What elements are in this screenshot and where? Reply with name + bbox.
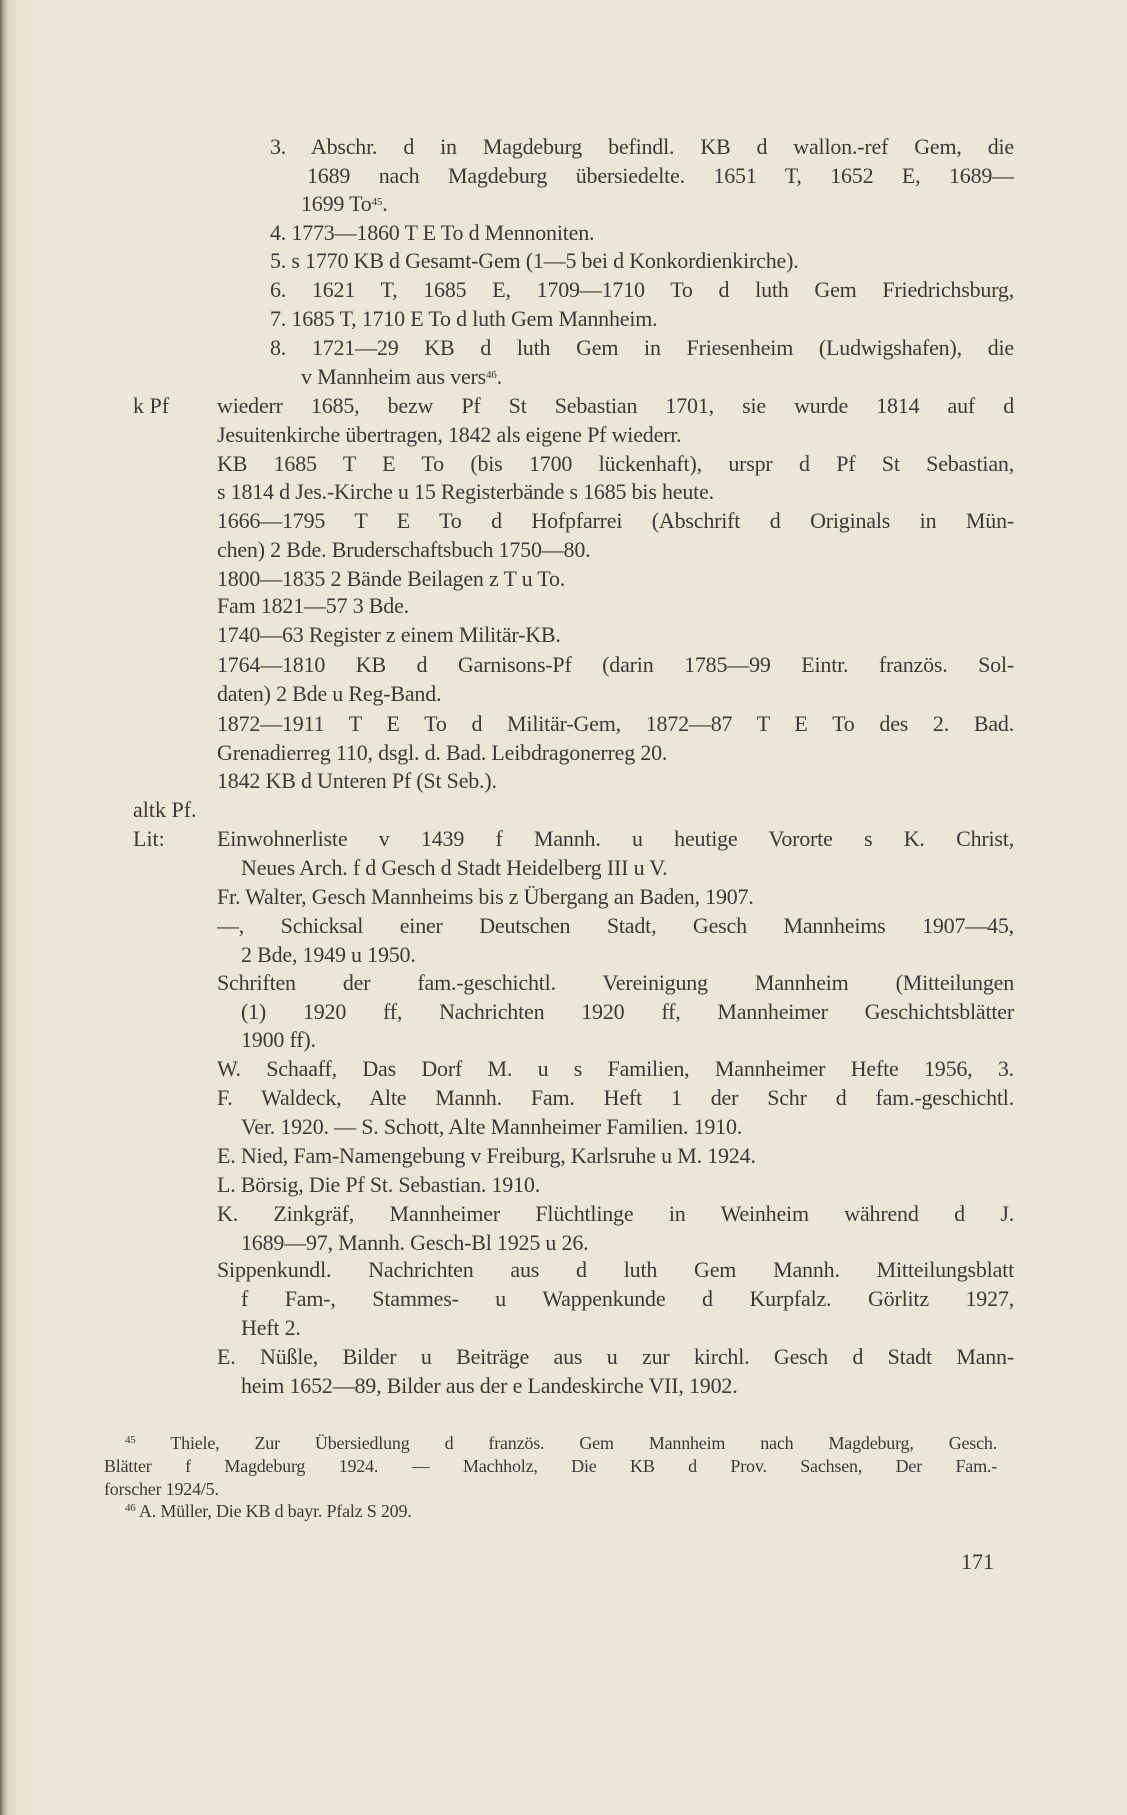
line-text: f Fam-, Stammes- u Wappenkunde d Kurpfalz. Görlitz 1927,: [241, 1286, 1014, 1311]
text-line: [217, 767, 497, 795]
line-text: L. Börsig, Die Pf St. Sebastian. 1910.: [217, 1172, 541, 1197]
line-text: 1872—1911 T E To d Militär-Gem, 1872—87 T E To des 2. Bad.: [217, 711, 1014, 736]
line-text: 1666—1795 T E To d Hofpfarrei (Abschrift d Originals in Mün-: [217, 508, 1014, 533]
text-line: [241, 1113, 742, 1141]
line-text: Sippenkundl. Nachrichten aus d luth Gem Mannh. Mitteilungsblatt: [217, 1257, 1014, 1282]
text-line: [217, 1084, 1014, 1112]
section-label-altk: altk Pf.: [133, 797, 197, 822]
line-text: v Mannheim aus vers: [301, 364, 486, 389]
line-text: 1699 To: [301, 191, 372, 216]
line-text: 5. s 1770 KB d Gesamt-Gem (1—5 bei d Konkordienkirche).: [270, 248, 799, 273]
section-label-kpf: k Pf: [133, 393, 170, 418]
text-line: [217, 565, 565, 593]
text-line: [241, 998, 1014, 1026]
line-text: 1689—97, Mannh. Gesch-Bl 1925 u 26.: [241, 1230, 589, 1255]
line-text: 1900 ff).: [241, 1027, 316, 1052]
line-text: 1689 nach Magdeburg übersiedelte. 1651 T, 1652 E, 1689—: [307, 163, 1014, 188]
page-number: 171: [961, 1549, 994, 1574]
line-text-after: .: [382, 191, 388, 216]
text-line: [217, 825, 1014, 853]
text-line: [217, 710, 1014, 738]
text-line: [217, 739, 667, 767]
line-text: E. Nied, Fam-Namengebung v Freiburg, Karlsruhe u M. 1924.: [217, 1143, 756, 1168]
line-text: 2 Bde, 1949 u 1950.: [241, 942, 416, 967]
section-label-lit: Lit:: [133, 826, 165, 851]
line-text: —, Schicksal einer Deutschen Stadt, Gesch Mannheims 1907—45,: [217, 913, 1014, 938]
text-line: [241, 1285, 1014, 1313]
text-line: [217, 450, 1014, 478]
line-text: forscher 1924/5.: [104, 1478, 219, 1499]
text-line: [217, 592, 409, 620]
line-text-after: .: [496, 364, 502, 389]
line-text: 8. 1721—29 KB d luth Gem in Friesenheim (Ludwigshafen), die: [270, 335, 1014, 360]
line-text: Ver. 1920. — S. Schott, Alte Mannheimer Familien. 1910.: [241, 1114, 743, 1139]
line-text: 7. 1685 T, 1710 E To d luth Gem Mannheim.: [270, 306, 658, 331]
text-line: [270, 276, 1014, 304]
text-line: [217, 883, 754, 911]
line-text: wiederr 1685, bezw Pf St Sebastian 1701, sie wurde 1814 auf d: [217, 393, 1014, 418]
line-text: 1842 KB d Unteren Pf (St Seb.).: [217, 768, 497, 793]
text-line: [241, 941, 416, 969]
line-text: 6. 1621 T, 1685 E, 1709—1710 To d luth Gem Friedrichsburg,: [270, 277, 1014, 302]
text-line: [270, 247, 799, 275]
text-line: [241, 854, 667, 882]
line-text: (1) 1920 ff, Nachrichten 1920 ff, Mannheimer Geschichtsblätter: [241, 999, 1014, 1024]
line-text: 1764—1810 KB d Garnisons-Pf (darin 1785—99 Eintr. französ. Sol-: [217, 652, 1014, 677]
footnote-marker: 46: [125, 1501, 136, 1514]
line-text: W. Schaaff, Das Dorf M. u s Familien, Mannheimer Hefte 1956, 3.: [217, 1056, 1014, 1081]
line-text: 4. 1773—1860 T E To d Mennoniten.: [270, 220, 595, 245]
text-line: [270, 219, 594, 247]
line-text: Thiele, Zur Übersiedlung d französ. Gem Mannheim nach Magdeburg, Gesch.: [135, 1432, 997, 1453]
text-line: [270, 305, 657, 333]
line-text: F. Waldeck, Alte Mannh. Fam. Heft 1 der Schr d fam.-geschichtl.: [217, 1085, 1014, 1110]
line-text: daten) 2 Bde u Reg-Band.: [217, 681, 442, 706]
text-line: [217, 621, 561, 649]
text-line: [217, 1256, 1014, 1284]
text-line: [217, 421, 681, 449]
line-text: 3. Abschr. d in Magdeburg befindl. KB d wallon.-ref Gem, die: [270, 134, 1014, 159]
text-line: [217, 969, 1014, 997]
line-text: Jesuitenkirche übertragen, 1842 als eigene Pf wiederr.: [217, 422, 682, 447]
line-text: K. Zinkgräf, Mannheimer Flüchtlinge in Weinheim während d J.: [217, 1201, 1014, 1226]
footnote-reference: 45: [371, 196, 383, 208]
line-text: Heft 2.: [241, 1315, 301, 1340]
line-text: Einwohnerliste v 1439 f Mannh. u heutige Vororte s K. Christ,: [217, 826, 1014, 851]
footnote-line: [125, 1432, 997, 1455]
line-text: Schriften der fam.-geschichtl. Vereinigung Mannheim (Mitteilungen: [217, 970, 1014, 995]
line-text: chen) 2 Bde. Bruderschaftsbuch 1750—80.: [217, 537, 591, 562]
text-line: [301, 363, 502, 391]
footnote-reference: 46: [486, 369, 497, 381]
footnote-marker: 45: [125, 1433, 136, 1446]
line-text: Grenadierreg 110, dsgl. d. Bad. Leibdragonerreg 20.: [217, 740, 668, 765]
line-text: heim 1652—89, Bilder aus der e Landeskirche VII, 1902.: [241, 1373, 738, 1398]
text-line: [217, 478, 714, 506]
text-line: [217, 1142, 756, 1170]
line-text: Neues Arch. f d Gesch d Stadt Heidelberg III u V.: [241, 855, 668, 880]
text-line: [217, 680, 441, 708]
footnote-line: [104, 1478, 219, 1501]
line-text: E. Nüßle, Bilder u Beiträge aus u zur kirchl. Gesch d Stadt Mann-: [217, 1344, 1014, 1369]
text-line: [241, 1229, 588, 1257]
line-text: Fam 1821—57 3 Bde.: [217, 593, 409, 618]
text-line: [270, 334, 1014, 362]
text-line: [217, 507, 1014, 535]
text-line: [217, 1171, 540, 1199]
line-text: 1800—1835 2 Bände Beilagen z T u To.: [217, 566, 566, 591]
text-line: [217, 912, 1014, 940]
line-text: A. Müller, Die KB d bayr. Pfalz S 209.: [135, 1500, 412, 1521]
text-line: [307, 162, 1014, 190]
line-text: 1740—63 Register z einem Militär-KB.: [217, 622, 561, 647]
text-line: [270, 133, 1014, 161]
text-line: [217, 1343, 1014, 1371]
text-line: [217, 1055, 1014, 1083]
line-text: KB 1685 T E To (bis 1700 lückenhaft), urspr d Pf St Sebastian,: [217, 451, 1014, 476]
line-text: s 1814 d Jes.-Kirche u 15 Registerbände s 1685 bis heute.: [217, 479, 714, 504]
footnote-line: [104, 1455, 997, 1478]
footnote-line: [125, 1500, 412, 1523]
text-line: [217, 1200, 1014, 1228]
line-text: Fr. Walter, Gesch Mannheims bis z Übergang an Baden, 1907.: [217, 884, 754, 909]
line-text: Blätter f Magdeburg 1924. — Machholz, Die KB d Prov. Sachsen, Der Fam.-: [104, 1455, 997, 1476]
text-line: [301, 190, 388, 218]
text-line: [217, 392, 1014, 420]
text-line: [241, 1026, 316, 1054]
text-line: [241, 1372, 738, 1400]
text-line: [217, 651, 1014, 679]
text-line: [217, 536, 590, 564]
text-line: [241, 1314, 301, 1342]
